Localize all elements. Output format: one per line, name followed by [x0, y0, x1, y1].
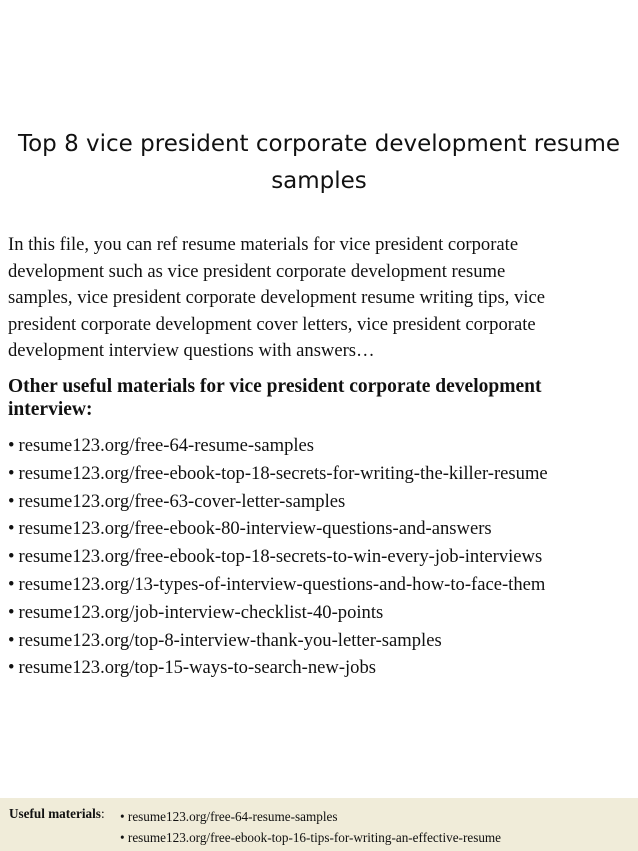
list-item	[8, 488, 636, 516]
footer-link-list	[120, 806, 501, 848]
intro-line: In this file, you can ref resume materials for vice president corporate	[8, 234, 519, 255]
bullet-icon: •	[8, 435, 15, 456]
other-materials-heading	[8, 375, 633, 421]
intro-line: president corporate development cover letters, vice president corporate	[8, 313, 536, 335]
other-materials-heading-line-1: Other useful materials for vice president corporate development	[8, 376, 542, 397]
footer-label-colon: :	[100, 806, 105, 821]
bullet-icon: •	[8, 546, 15, 568]
list-item	[8, 654, 636, 682]
material-link[interactable]: resume123.org/job-interview-checklist-40-points	[18, 601, 384, 623]
intro-line: development such as vice president corporate development resume	[8, 260, 506, 282]
list-item	[8, 432, 636, 460]
bullet-icon: •	[120, 809, 125, 824]
title-line-1: Top 8 vice president corporate development resume	[17, 131, 621, 157]
list-item	[8, 571, 636, 599]
title-line-2: samples	[271, 168, 367, 194]
bullet-icon: •	[8, 657, 15, 679]
list-item	[8, 599, 636, 627]
intro-paragraph	[8, 232, 633, 365]
list-item	[8, 460, 636, 488]
footer-link[interactable]: resume123.org/free-64-resume-samples	[127, 809, 338, 824]
footer-bar	[0, 798, 638, 851]
material-link[interactable]: resume123.org/free-ebook-80-interview-questions-and-answers	[18, 518, 492, 540]
list-item	[8, 627, 636, 655]
list-item	[8, 515, 636, 543]
bullet-icon: •	[120, 830, 125, 845]
material-link[interactable]: resume123.org/free-63-cover-letter-samples	[18, 490, 346, 512]
bullet-icon: •	[8, 490, 15, 512]
list-item	[8, 543, 636, 571]
material-link[interactable]: resume123.org/top-15-ways-to-search-new-jobs	[18, 657, 377, 679]
bullet-icon: •	[8, 462, 15, 484]
bullet-icon: •	[8, 573, 15, 595]
bullet-icon: •	[8, 518, 15, 540]
materials-link-list	[8, 432, 636, 682]
other-materials-heading-line-2: interview:	[8, 399, 93, 420]
footer-link[interactable]: resume123.org/free-ebook-top-16-tips-for-writing-an-effective-resume	[127, 830, 502, 845]
material-link[interactable]: resume123.org/free-64-resume-samples	[18, 435, 315, 456]
material-link[interactable]: resume123.org/free-ebook-top-18-secrets-for-writing-the-killer-resume	[18, 462, 548, 484]
page-title	[0, 126, 638, 200]
list-item	[120, 806, 501, 827]
intro-line: development interview questions with answers…	[8, 340, 375, 361]
list-item	[120, 827, 501, 848]
bullet-icon: •	[8, 601, 15, 623]
bullet-icon: •	[8, 629, 15, 651]
footer-label	[9, 806, 105, 822]
material-link[interactable]: resume123.org/top-8-interview-thank-you-letter-samples	[18, 629, 442, 651]
material-link[interactable]: resume123.org/13-types-of-interview-questions-and-how-to-face-them	[18, 573, 546, 595]
material-link[interactable]: resume123.org/free-ebook-top-18-secrets-to-win-every-job-interviews	[18, 546, 543, 568]
footer-label-text: Useful materials	[9, 806, 101, 821]
intro-line: samples, vice president corporate development resume writing tips, vice	[8, 287, 545, 308]
